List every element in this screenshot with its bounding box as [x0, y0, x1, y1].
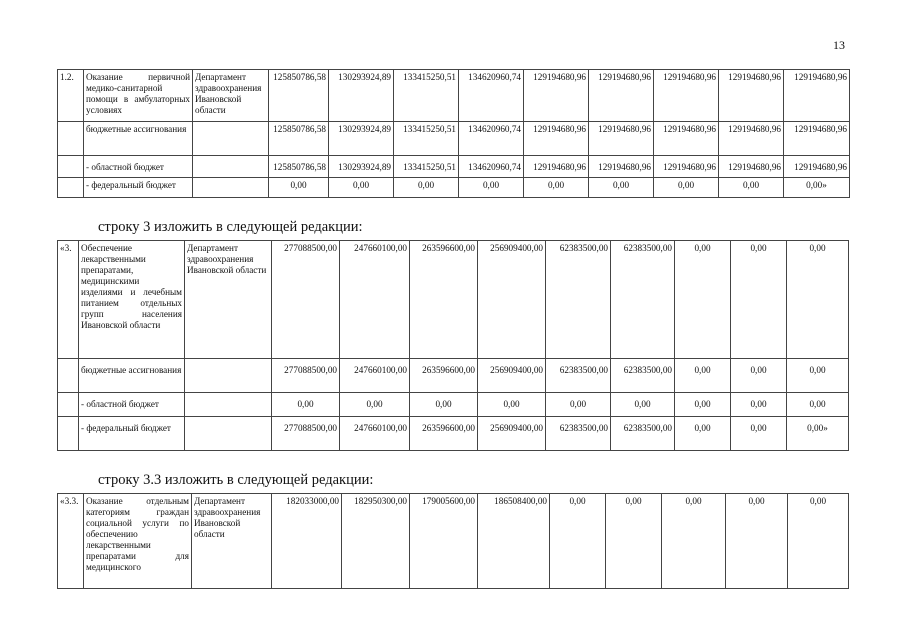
value-cell: 129194680,96	[654, 122, 719, 156]
value-cell: 129194680,96	[719, 122, 784, 156]
row-name: Обеспечение лекарственными препаратами, медицинскими изделиями и лечебным питанием отдельных групп населения Ивановской области	[79, 241, 185, 359]
table-row	[58, 494, 849, 589]
value-cell: 129194680,96	[784, 156, 850, 178]
value-cell: 0,00	[675, 393, 731, 417]
value-cell: 0,00	[675, 417, 731, 451]
value-cell: 62383500,00	[546, 417, 611, 451]
row-name: бюджетные ассигнования	[84, 122, 193, 156]
table-row	[58, 241, 849, 359]
row-number: «3.	[58, 241, 79, 359]
value-cell: 129194680,96	[524, 70, 589, 122]
value-cell: 263596600,00	[410, 417, 478, 451]
value-cell: 0,00	[272, 393, 340, 417]
value-cell: 129194680,96	[524, 156, 589, 178]
row-name: Оказание первичной медико-санитарной помощи в амбулаторных условиях	[84, 70, 193, 122]
row-department: Департамент здравоохранения Ивановской области	[192, 494, 272, 589]
value-cell: 0,00	[478, 393, 546, 417]
value-cell: 0,00	[654, 178, 719, 198]
table-row	[58, 359, 849, 393]
value-cell: 0,00	[731, 359, 787, 393]
value-cell: 0,00	[550, 494, 606, 589]
value-cell: 182950300,00	[342, 494, 410, 589]
row-department	[185, 393, 272, 417]
value-cell: 0,00	[731, 393, 787, 417]
row-name: - федеральный бюджет	[84, 178, 193, 198]
value-cell: 62383500,00	[546, 359, 611, 393]
row-department	[185, 359, 272, 393]
row-name: Оказание отдельным категориям граждан социальной услуги по обеспечению лекарственными препаратами для медицинского	[84, 494, 192, 589]
value-cell: 129194680,96	[589, 122, 654, 156]
table-row	[58, 156, 850, 178]
value-cell: 130293924,89	[329, 70, 394, 122]
value-cell: 0,00	[726, 494, 788, 589]
value-cell: 133415250,51	[394, 70, 459, 122]
value-cell: 129194680,96	[719, 70, 784, 122]
row-number	[58, 417, 79, 451]
value-cell: 277088500,00	[272, 417, 340, 451]
value-cell: 0,00	[546, 393, 611, 417]
section-heading-3: строку 3 изложить в следующей редакции:	[98, 219, 363, 235]
value-cell: 62383500,00	[611, 417, 675, 451]
section-heading-3-3: строку 3.3 изложить в следующей редакции:	[98, 472, 374, 488]
value-cell: 0,00	[329, 178, 394, 198]
value-cell: 256909400,00	[478, 241, 546, 359]
value-cell: 0,00»	[784, 178, 850, 198]
row-department: Департамент здравоохранения Ивановской области	[193, 70, 269, 122]
value-cell: 62383500,00	[611, 241, 675, 359]
value-cell: 263596600,00	[410, 359, 478, 393]
row-number	[58, 178, 84, 198]
row-department	[193, 156, 269, 178]
value-cell: 125850786,58	[269, 156, 329, 178]
value-cell: 0,00	[524, 178, 589, 198]
value-cell: 129194680,96	[784, 70, 850, 122]
row-number	[58, 156, 84, 178]
value-cell: 0,00	[719, 178, 784, 198]
value-cell: 133415250,51	[394, 156, 459, 178]
row-name: - областной бюджет	[79, 393, 185, 417]
value-cell: 0,00	[788, 494, 849, 589]
table-row-3	[57, 240, 849, 451]
value-cell: 186508400,00	[478, 494, 550, 589]
value-cell: 0,00	[662, 494, 726, 589]
page-number: 13	[833, 38, 845, 52]
value-cell: 182033000,00	[272, 494, 342, 589]
value-cell: 0,00	[731, 417, 787, 451]
table-row	[58, 417, 849, 451]
row-name: бюджетные ассигнования	[79, 359, 185, 393]
value-cell: 134620960,74	[459, 122, 524, 156]
value-cell: 179005600,00	[410, 494, 478, 589]
value-cell: 125850786,58	[269, 122, 329, 156]
value-cell: 129194680,96	[719, 156, 784, 178]
value-cell: 0,00	[589, 178, 654, 198]
value-cell: 0,00	[611, 393, 675, 417]
table-row	[58, 122, 850, 156]
value-cell: 130293924,89	[329, 156, 394, 178]
value-cell: 0,00	[675, 241, 731, 359]
value-cell: 0,00	[459, 178, 524, 198]
value-cell: 62383500,00	[546, 241, 611, 359]
value-cell: 247660100,00	[340, 241, 410, 359]
table-row-3-3	[57, 493, 849, 589]
value-cell: 277088500,00	[272, 241, 340, 359]
value-cell: 129194680,96	[654, 70, 719, 122]
row-number	[58, 122, 84, 156]
table-row	[58, 178, 850, 198]
value-cell: 0,00	[606, 494, 662, 589]
row-number	[58, 359, 79, 393]
value-cell: 0,00	[340, 393, 410, 417]
value-cell: 263596600,00	[410, 241, 478, 359]
value-cell: 0,00	[787, 241, 849, 359]
value-cell: 0,00	[787, 359, 849, 393]
row-department: Департамент здравоохранения Ивановской области	[185, 241, 272, 359]
value-cell: 129194680,96	[654, 156, 719, 178]
value-cell: 129194680,96	[589, 70, 654, 122]
value-cell: 129194680,96	[784, 122, 850, 156]
row-department	[185, 417, 272, 451]
row-name: - федеральный бюджет	[79, 417, 185, 451]
value-cell: 130293924,89	[329, 122, 394, 156]
value-cell: 277088500,00	[272, 359, 340, 393]
table-row-1-2	[57, 69, 850, 198]
row-number: «3.3.	[58, 494, 84, 589]
value-cell: 62383500,00	[611, 359, 675, 393]
value-cell: 0,00	[394, 178, 459, 198]
value-cell: 134620960,74	[459, 70, 524, 122]
value-cell: 247660100,00	[340, 417, 410, 451]
row-number	[58, 393, 79, 417]
row-department	[193, 178, 269, 198]
value-cell: 129194680,96	[589, 156, 654, 178]
value-cell: 0,00	[787, 393, 849, 417]
value-cell: 256909400,00	[478, 417, 546, 451]
value-cell: 0,00	[269, 178, 329, 198]
value-cell: 133415250,51	[394, 122, 459, 156]
value-cell: 125850786,58	[269, 70, 329, 122]
value-cell: 256909400,00	[478, 359, 546, 393]
value-cell: 0,00	[675, 359, 731, 393]
row-name: - областной бюджет	[84, 156, 193, 178]
row-department	[193, 122, 269, 156]
value-cell: 0,00	[731, 241, 787, 359]
table-row	[58, 393, 849, 417]
value-cell: 247660100,00	[340, 359, 410, 393]
value-cell: 129194680,96	[524, 122, 589, 156]
value-cell: 0,00»	[787, 417, 849, 451]
value-cell: 134620960,74	[459, 156, 524, 178]
table-row	[58, 70, 850, 122]
row-number: 1.2.	[58, 70, 84, 122]
value-cell: 0,00	[410, 393, 478, 417]
